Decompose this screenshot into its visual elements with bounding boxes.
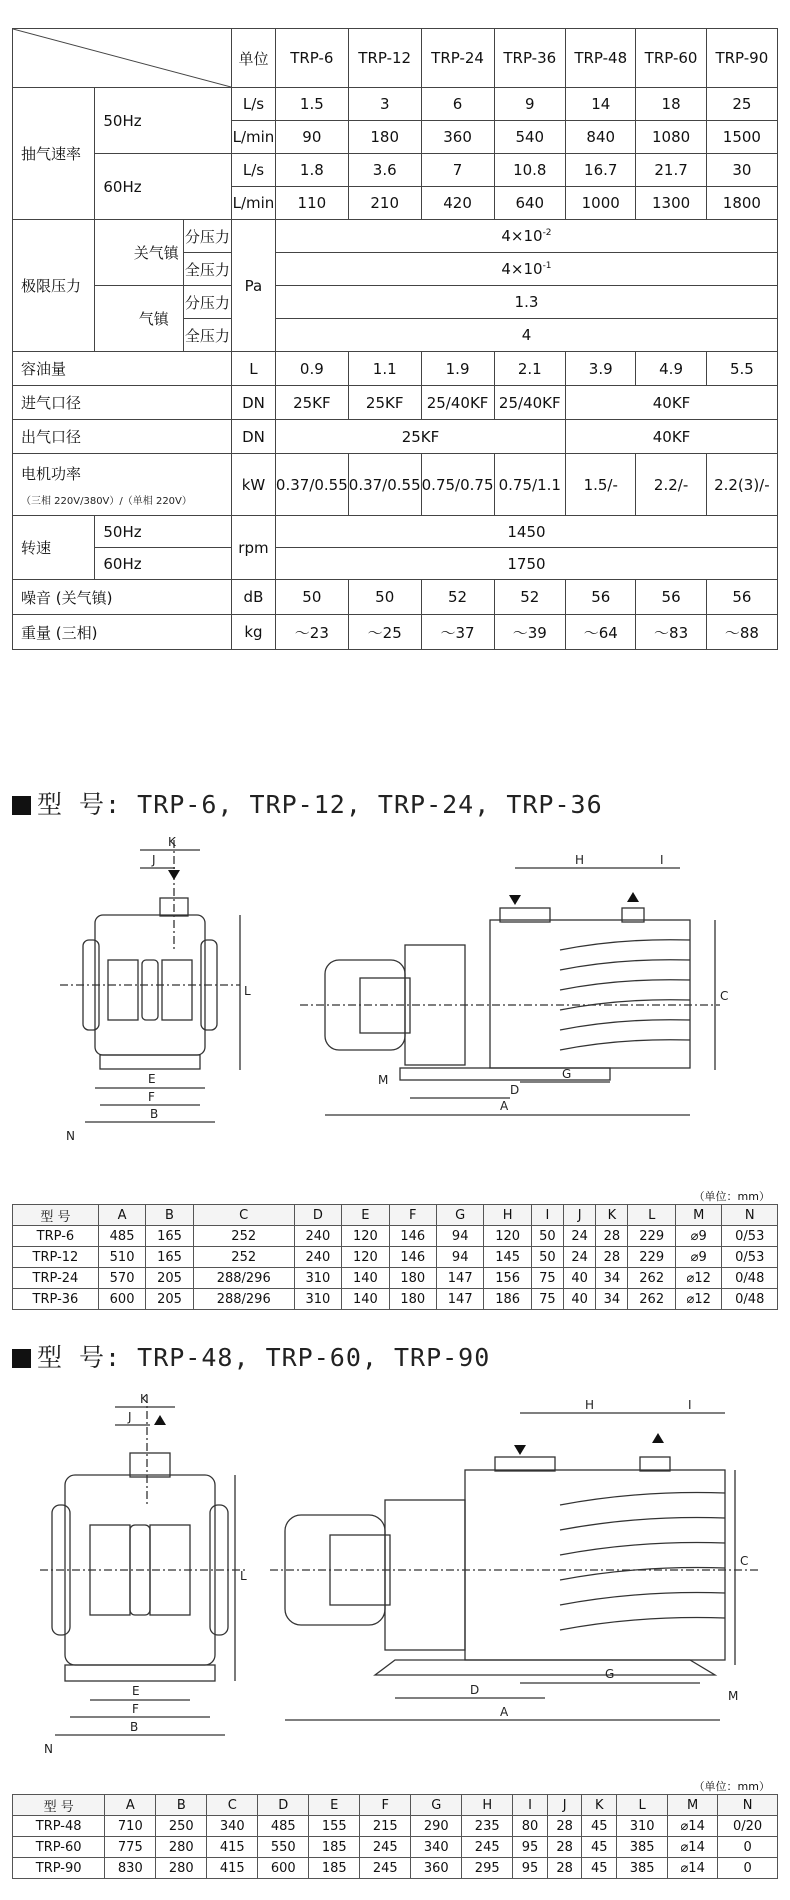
arrow-up-icon xyxy=(168,870,180,880)
col-header: A xyxy=(105,1795,156,1816)
table-cell: 24 xyxy=(564,1247,596,1268)
dim-label-i: I xyxy=(660,853,664,867)
value-cell: 0.37/0.55 xyxy=(275,454,348,516)
table-cell: 0 xyxy=(718,1858,778,1879)
dim-table-1 xyxy=(12,1204,778,1310)
table-cell: 28 xyxy=(547,1816,582,1837)
table-cell: 34 xyxy=(596,1268,628,1289)
col-header: L xyxy=(617,1795,668,1816)
table-cell: 385 xyxy=(617,1858,668,1879)
ballast-open-label: 气镇 xyxy=(95,286,183,352)
pressure-value: 1.3 xyxy=(275,286,777,319)
unit-cell: L/min xyxy=(232,187,276,220)
value-cell: 640 xyxy=(494,187,566,220)
table-row xyxy=(13,1226,778,1247)
value-cell: ～88 xyxy=(706,615,777,650)
table-cell: 185 xyxy=(309,1837,360,1858)
value-cell: 14 xyxy=(566,88,636,121)
table-cell: 280 xyxy=(156,1858,207,1879)
col-header: J xyxy=(547,1795,582,1816)
value-cell: 1.5/- xyxy=(566,454,636,516)
table-cell: 95 xyxy=(513,1858,548,1879)
table-row xyxy=(13,1289,778,1310)
table-cell: ⌀9 xyxy=(675,1247,722,1268)
table-cell: 0 xyxy=(718,1837,778,1858)
value-cell: 56 xyxy=(636,580,706,615)
table-cell: 570 xyxy=(98,1268,145,1289)
model-header: TRP-24 xyxy=(421,29,494,88)
table-cell: ⌀12 xyxy=(675,1289,722,1310)
dim-label-e: E xyxy=(132,1684,140,1698)
table-cell: 290 xyxy=(411,1816,462,1837)
value-cell: 25 xyxy=(706,88,777,121)
arrow-up-icon xyxy=(154,1415,166,1425)
col-header: D xyxy=(258,1795,309,1816)
unit-note: （单位：mm） xyxy=(693,1780,770,1793)
hz50-label: 50Hz xyxy=(95,88,232,154)
table-cell: 0/20 xyxy=(718,1816,778,1837)
table-cell: 262 xyxy=(628,1268,675,1289)
total-label: 全压力 xyxy=(183,319,231,352)
value-cell: ～23 xyxy=(275,615,348,650)
table-cell: 147 xyxy=(436,1268,483,1289)
col-header: H xyxy=(484,1205,531,1226)
value-cell: 4.9 xyxy=(636,352,706,386)
ultimate-pressure-label: 极限压力 xyxy=(13,220,95,352)
table-cell: 415 xyxy=(207,1837,258,1858)
dim-label-i: I xyxy=(688,1398,692,1412)
value-cell: 540 xyxy=(494,121,566,154)
col-header: L xyxy=(628,1205,675,1226)
unit-cell: DN xyxy=(232,420,276,454)
value-cell: 1800 xyxy=(706,187,777,220)
col-header: D xyxy=(294,1205,341,1226)
table-cell: 310 xyxy=(617,1816,668,1837)
value-cell: 3.9 xyxy=(566,352,636,386)
table-cell: 145 xyxy=(484,1247,531,1268)
col-header: B xyxy=(146,1205,193,1226)
speed-unit: rpm xyxy=(232,516,276,580)
weight-label: 重量 (三相) xyxy=(13,615,232,650)
partial-label: 分压力 xyxy=(183,220,231,253)
table-cell: 185 xyxy=(309,1858,360,1879)
table-cell: 28 xyxy=(547,1837,582,1858)
col-header: I xyxy=(531,1205,563,1226)
dim-label-l: L xyxy=(244,984,251,998)
spec-table xyxy=(12,28,778,650)
col-header: 型 号 xyxy=(13,1205,99,1226)
value-cell: 420 xyxy=(421,187,494,220)
table-cell: 0/48 xyxy=(722,1289,778,1310)
value-cell: 25/40KF xyxy=(494,386,566,420)
table-cell: 140 xyxy=(342,1289,389,1310)
model-header: TRP-60 xyxy=(636,29,706,88)
inlet-label: 进气口径 xyxy=(13,386,232,420)
table-cell: 385 xyxy=(617,1837,668,1858)
value-cell: 18 xyxy=(636,88,706,121)
value-cell: 6 xyxy=(421,88,494,121)
dim-label-d: D xyxy=(470,1683,480,1697)
table-cell: TRP-6 xyxy=(13,1226,99,1247)
unit-cell: dB xyxy=(232,580,276,615)
table-cell: 550 xyxy=(258,1837,309,1858)
value-cell: 5.5 xyxy=(706,352,777,386)
dim-label-e: E xyxy=(148,1072,156,1086)
table-cell: 485 xyxy=(258,1816,309,1837)
value-cell: 180 xyxy=(348,121,421,154)
table-cell: 415 xyxy=(207,1858,258,1879)
pressure-value: 4 xyxy=(275,319,777,352)
dim-label-f: F xyxy=(132,1702,139,1716)
table-cell: 186 xyxy=(484,1289,531,1310)
dim-label-j: J xyxy=(152,853,156,867)
value-cell: ～64 xyxy=(566,615,636,650)
table-cell: 147 xyxy=(436,1289,483,1310)
col-header: E xyxy=(342,1205,389,1226)
unit-cell: kW xyxy=(232,454,276,516)
value-cell: 3 xyxy=(348,88,421,121)
table-cell: 75 xyxy=(531,1268,563,1289)
dim-label-g: G xyxy=(562,1067,572,1081)
table-cell: 165 xyxy=(146,1226,193,1247)
table-cell: 0/48 xyxy=(722,1268,778,1289)
pressure-value: $4\times 10^{-2}$ xyxy=(275,220,777,253)
col-header: K xyxy=(582,1795,617,1816)
square-bullet-icon xyxy=(12,796,31,815)
value-cell: 0.37/0.55 xyxy=(348,454,421,516)
unit-cell: DN xyxy=(232,386,276,420)
table-cell: 245 xyxy=(360,1858,411,1879)
model-header: TRP-90 xyxy=(706,29,777,88)
table-cell: 120 xyxy=(342,1226,389,1247)
table-cell: 252 xyxy=(193,1226,294,1247)
table-cell: 710 xyxy=(105,1816,156,1837)
table-cell: 34 xyxy=(596,1289,628,1310)
partial-label: 分压力 xyxy=(183,286,231,319)
value-cell: 0.75/1.1 xyxy=(494,454,566,516)
value-cell: 0.75/0.75 xyxy=(421,454,494,516)
value-cell: 2.2/- xyxy=(636,454,706,516)
corner-cell xyxy=(13,29,232,88)
dim-label-a: A xyxy=(500,1705,509,1719)
value-cell: 1450 xyxy=(275,516,777,548)
value-cell: 1.5 xyxy=(275,88,348,121)
unit-header: 单位 xyxy=(232,29,276,88)
value-cell: 7 xyxy=(421,154,494,187)
col-header: F xyxy=(360,1795,411,1816)
table-cell: 600 xyxy=(98,1289,145,1310)
table-cell: 45 xyxy=(582,1858,617,1879)
table-cell: 24 xyxy=(564,1226,596,1247)
table-cell: TRP-36 xyxy=(13,1289,99,1310)
table-cell: 146 xyxy=(389,1247,436,1268)
value-cell: 110 xyxy=(275,187,348,220)
table-cell: 165 xyxy=(146,1247,193,1268)
dim-label-j: J xyxy=(128,1410,132,1424)
table-cell: 288/296 xyxy=(193,1289,294,1310)
table-cell: 262 xyxy=(628,1289,675,1310)
pressure-unit: Pa xyxy=(232,220,276,352)
col-header: M xyxy=(668,1795,718,1816)
value-cell: 840 xyxy=(566,121,636,154)
value-cell: 21.7 xyxy=(636,154,706,187)
col-header: C xyxy=(193,1205,294,1226)
table-cell: TRP-24 xyxy=(13,1268,99,1289)
unit-cell: L/min xyxy=(232,121,276,154)
value-cell: 16.7 xyxy=(566,154,636,187)
col-header: E xyxy=(309,1795,360,1816)
value-cell: 1.1 xyxy=(348,352,421,386)
dim-label-b: B xyxy=(130,1720,139,1734)
section2-title: 型 号: TRP-48, TRP-60, TRP-90 xyxy=(12,1338,490,1374)
value-cell: 40KF xyxy=(566,420,778,454)
table-cell: 600 xyxy=(258,1858,309,1879)
col-header: G xyxy=(436,1205,483,1226)
dim-label-h: H xyxy=(575,853,585,867)
value-cell: 1080 xyxy=(636,121,706,154)
value-cell: 40KF xyxy=(566,386,778,420)
dim-label-c: C xyxy=(720,989,729,1003)
table-cell: 94 xyxy=(436,1247,483,1268)
table-cell: 40 xyxy=(564,1268,596,1289)
dim-label-k: K xyxy=(168,835,176,849)
col-header: N xyxy=(722,1205,778,1226)
dim-label-d: D xyxy=(510,1083,520,1097)
table-cell: 45 xyxy=(582,1816,617,1837)
pump-drawing-small xyxy=(0,820,790,1180)
table-cell: 80 xyxy=(513,1816,548,1837)
table-cell: 180 xyxy=(389,1268,436,1289)
table-cell: 95 xyxy=(513,1837,548,1858)
table-cell: 775 xyxy=(105,1837,156,1858)
dim-label-g: G xyxy=(605,1667,615,1681)
table-cell: TRP-48 xyxy=(13,1816,105,1837)
hz50-label: 50Hz xyxy=(95,516,232,548)
table-cell: TRP-90 xyxy=(13,1858,105,1879)
table-cell: 830 xyxy=(105,1858,156,1879)
table-cell: 205 xyxy=(146,1289,193,1310)
dim-label-n: N xyxy=(44,1742,53,1756)
value-cell: 1500 xyxy=(706,121,777,154)
dim-label-c: C xyxy=(740,1554,749,1568)
section1-title: 型 号: TRP-6, TRP-12, TRP-24, TRP-36 xyxy=(12,785,603,821)
pressure-value: $4\times 10^{-1}$ xyxy=(275,253,777,286)
value-cell: 1300 xyxy=(636,187,706,220)
table-cell: 250 xyxy=(156,1816,207,1837)
arrow-up-icon xyxy=(627,892,639,902)
table-cell: ⌀14 xyxy=(668,1816,718,1837)
table-cell: 310 xyxy=(294,1268,341,1289)
motor-label: 电机功率 （三相 220V/380V）/（单相 220V） xyxy=(13,454,232,516)
table-cell: 215 xyxy=(360,1816,411,1837)
value-cell: 360 xyxy=(421,121,494,154)
table-cell: 280 xyxy=(156,1837,207,1858)
value-cell: 1750 xyxy=(275,548,777,580)
noise-label: 噪音 (关气镇) xyxy=(13,580,232,615)
col-header: B xyxy=(156,1795,207,1816)
col-header: H xyxy=(462,1795,513,1816)
table-cell: 245 xyxy=(360,1837,411,1858)
dim-label-f: F xyxy=(148,1090,155,1104)
unit-cell: L xyxy=(232,352,276,386)
table-cell: 140 xyxy=(342,1268,389,1289)
table-cell: 245 xyxy=(462,1837,513,1858)
table-cell: 288/296 xyxy=(193,1268,294,1289)
table-cell: 94 xyxy=(436,1226,483,1247)
table-cell: 146 xyxy=(389,1226,436,1247)
arrow-up-icon xyxy=(652,1433,664,1443)
table-cell: 180 xyxy=(389,1289,436,1310)
table-cell: 340 xyxy=(207,1816,258,1837)
pump-drawing-large xyxy=(0,1375,790,1775)
table-cell: 50 xyxy=(531,1226,563,1247)
table-cell: 510 xyxy=(98,1247,145,1268)
value-cell: 50 xyxy=(275,580,348,615)
dim-label-m: M xyxy=(378,1073,389,1087)
col-header: F xyxy=(389,1205,436,1226)
col-header: 型 号 xyxy=(13,1795,105,1816)
unit-note: （单位：mm） xyxy=(693,1190,770,1203)
value-cell: 9 xyxy=(494,88,566,121)
value-cell: 25KF xyxy=(348,386,421,420)
dim-label-h: H xyxy=(585,1398,595,1412)
model-header: TRP-6 xyxy=(275,29,348,88)
table-cell: 205 xyxy=(146,1268,193,1289)
col-header: C xyxy=(207,1795,258,1816)
unit-cell: kg xyxy=(232,615,276,650)
col-header: A xyxy=(98,1205,145,1226)
table-cell: 235 xyxy=(462,1816,513,1837)
table-cell: 28 xyxy=(596,1247,628,1268)
table-cell: 45 xyxy=(582,1837,617,1858)
table-cell: 485 xyxy=(98,1226,145,1247)
value-cell: 50 xyxy=(348,580,421,615)
value-cell: 0.9 xyxy=(275,352,348,386)
value-cell: 52 xyxy=(421,580,494,615)
pumping-speed-label: 抽气速率 xyxy=(13,88,95,220)
table-cell: 360 xyxy=(411,1858,462,1879)
dim-label-m: M xyxy=(728,1689,739,1703)
value-cell: 90 xyxy=(275,121,348,154)
table-cell: 75 xyxy=(531,1289,563,1310)
table-cell: 310 xyxy=(294,1289,341,1310)
table-cell: 120 xyxy=(342,1247,389,1268)
table-cell: 0/53 xyxy=(722,1247,778,1268)
dim-label-a: A xyxy=(500,1099,509,1113)
table-row xyxy=(13,1268,778,1289)
table-cell: 240 xyxy=(294,1226,341,1247)
col-header: N xyxy=(718,1795,778,1816)
table-cell: 229 xyxy=(628,1247,675,1268)
value-cell: 25KF xyxy=(275,420,565,454)
table-cell: 0/53 xyxy=(722,1226,778,1247)
model-header: TRP-12 xyxy=(348,29,421,88)
table-cell: ⌀9 xyxy=(675,1226,722,1247)
hz60-label: 60Hz xyxy=(95,154,232,220)
dim-label-n: N xyxy=(66,1129,75,1143)
arrow-down-icon xyxy=(514,1445,526,1455)
table-cell: 240 xyxy=(294,1247,341,1268)
hz60-label: 60Hz xyxy=(95,548,232,580)
table-cell: 229 xyxy=(628,1226,675,1247)
ballast-closed-label: 关气镇 xyxy=(95,220,183,286)
oil-label: 容油量 xyxy=(13,352,232,386)
table-cell: 28 xyxy=(547,1858,582,1879)
dim-table-2 xyxy=(12,1794,778,1879)
value-cell: 56 xyxy=(706,580,777,615)
table-cell: 40 xyxy=(564,1289,596,1310)
dim-label-k: K xyxy=(140,1392,148,1406)
table-cell: 120 xyxy=(484,1226,531,1247)
value-cell: 1000 xyxy=(566,187,636,220)
value-cell: ～37 xyxy=(421,615,494,650)
table-row xyxy=(13,1247,778,1268)
value-cell: 2.1 xyxy=(494,352,566,386)
table-cell: 340 xyxy=(411,1837,462,1858)
value-cell: 1.8 xyxy=(275,154,348,187)
value-cell: 30 xyxy=(706,154,777,187)
table-row xyxy=(13,1816,778,1837)
value-cell: 25KF xyxy=(275,386,348,420)
table-cell: 155 xyxy=(309,1816,360,1837)
col-header: K xyxy=(596,1205,628,1226)
dim-label-b: B xyxy=(150,1107,159,1121)
arrow-down-icon xyxy=(509,895,521,905)
col-header: M xyxy=(675,1205,722,1226)
value-cell: 2.2(3)/- xyxy=(706,454,777,516)
value-cell: 1.9 xyxy=(421,352,494,386)
unit-cell: L/s xyxy=(232,88,276,121)
value-cell: ～25 xyxy=(348,615,421,650)
table-cell: 295 xyxy=(462,1858,513,1879)
table-row xyxy=(13,1858,778,1879)
value-cell: ～39 xyxy=(494,615,566,650)
total-label: 全压力 xyxy=(183,253,231,286)
speed-label: 转速 xyxy=(13,516,95,580)
table-cell: ⌀14 xyxy=(668,1858,718,1879)
value-cell: 25/40KF xyxy=(421,386,494,420)
table-cell: ⌀12 xyxy=(675,1268,722,1289)
table-cell: 252 xyxy=(193,1247,294,1268)
col-header: I xyxy=(513,1795,548,1816)
value-cell: ～83 xyxy=(636,615,706,650)
value-cell: 3.6 xyxy=(348,154,421,187)
value-cell: 52 xyxy=(494,580,566,615)
table-row xyxy=(13,1837,778,1858)
table-cell: ⌀14 xyxy=(668,1837,718,1858)
value-cell: 56 xyxy=(566,580,636,615)
value-cell: 210 xyxy=(348,187,421,220)
diagonal-line xyxy=(13,29,231,87)
table-cell: 28 xyxy=(596,1226,628,1247)
col-header: J xyxy=(564,1205,596,1226)
model-header: TRP-36 xyxy=(494,29,566,88)
table-cell: TRP-12 xyxy=(13,1247,99,1268)
model-header: TRP-48 xyxy=(566,29,636,88)
table-cell: TRP-60 xyxy=(13,1837,105,1858)
square-bullet-icon xyxy=(12,1349,31,1368)
unit-cell: L/s xyxy=(232,154,276,187)
dim-label-l: L xyxy=(240,1569,247,1583)
table-cell: 156 xyxy=(484,1268,531,1289)
table-cell: 50 xyxy=(531,1247,563,1268)
outlet-label: 出气口径 xyxy=(13,420,232,454)
value-cell: 10.8 xyxy=(494,154,566,187)
col-header: G xyxy=(411,1795,462,1816)
